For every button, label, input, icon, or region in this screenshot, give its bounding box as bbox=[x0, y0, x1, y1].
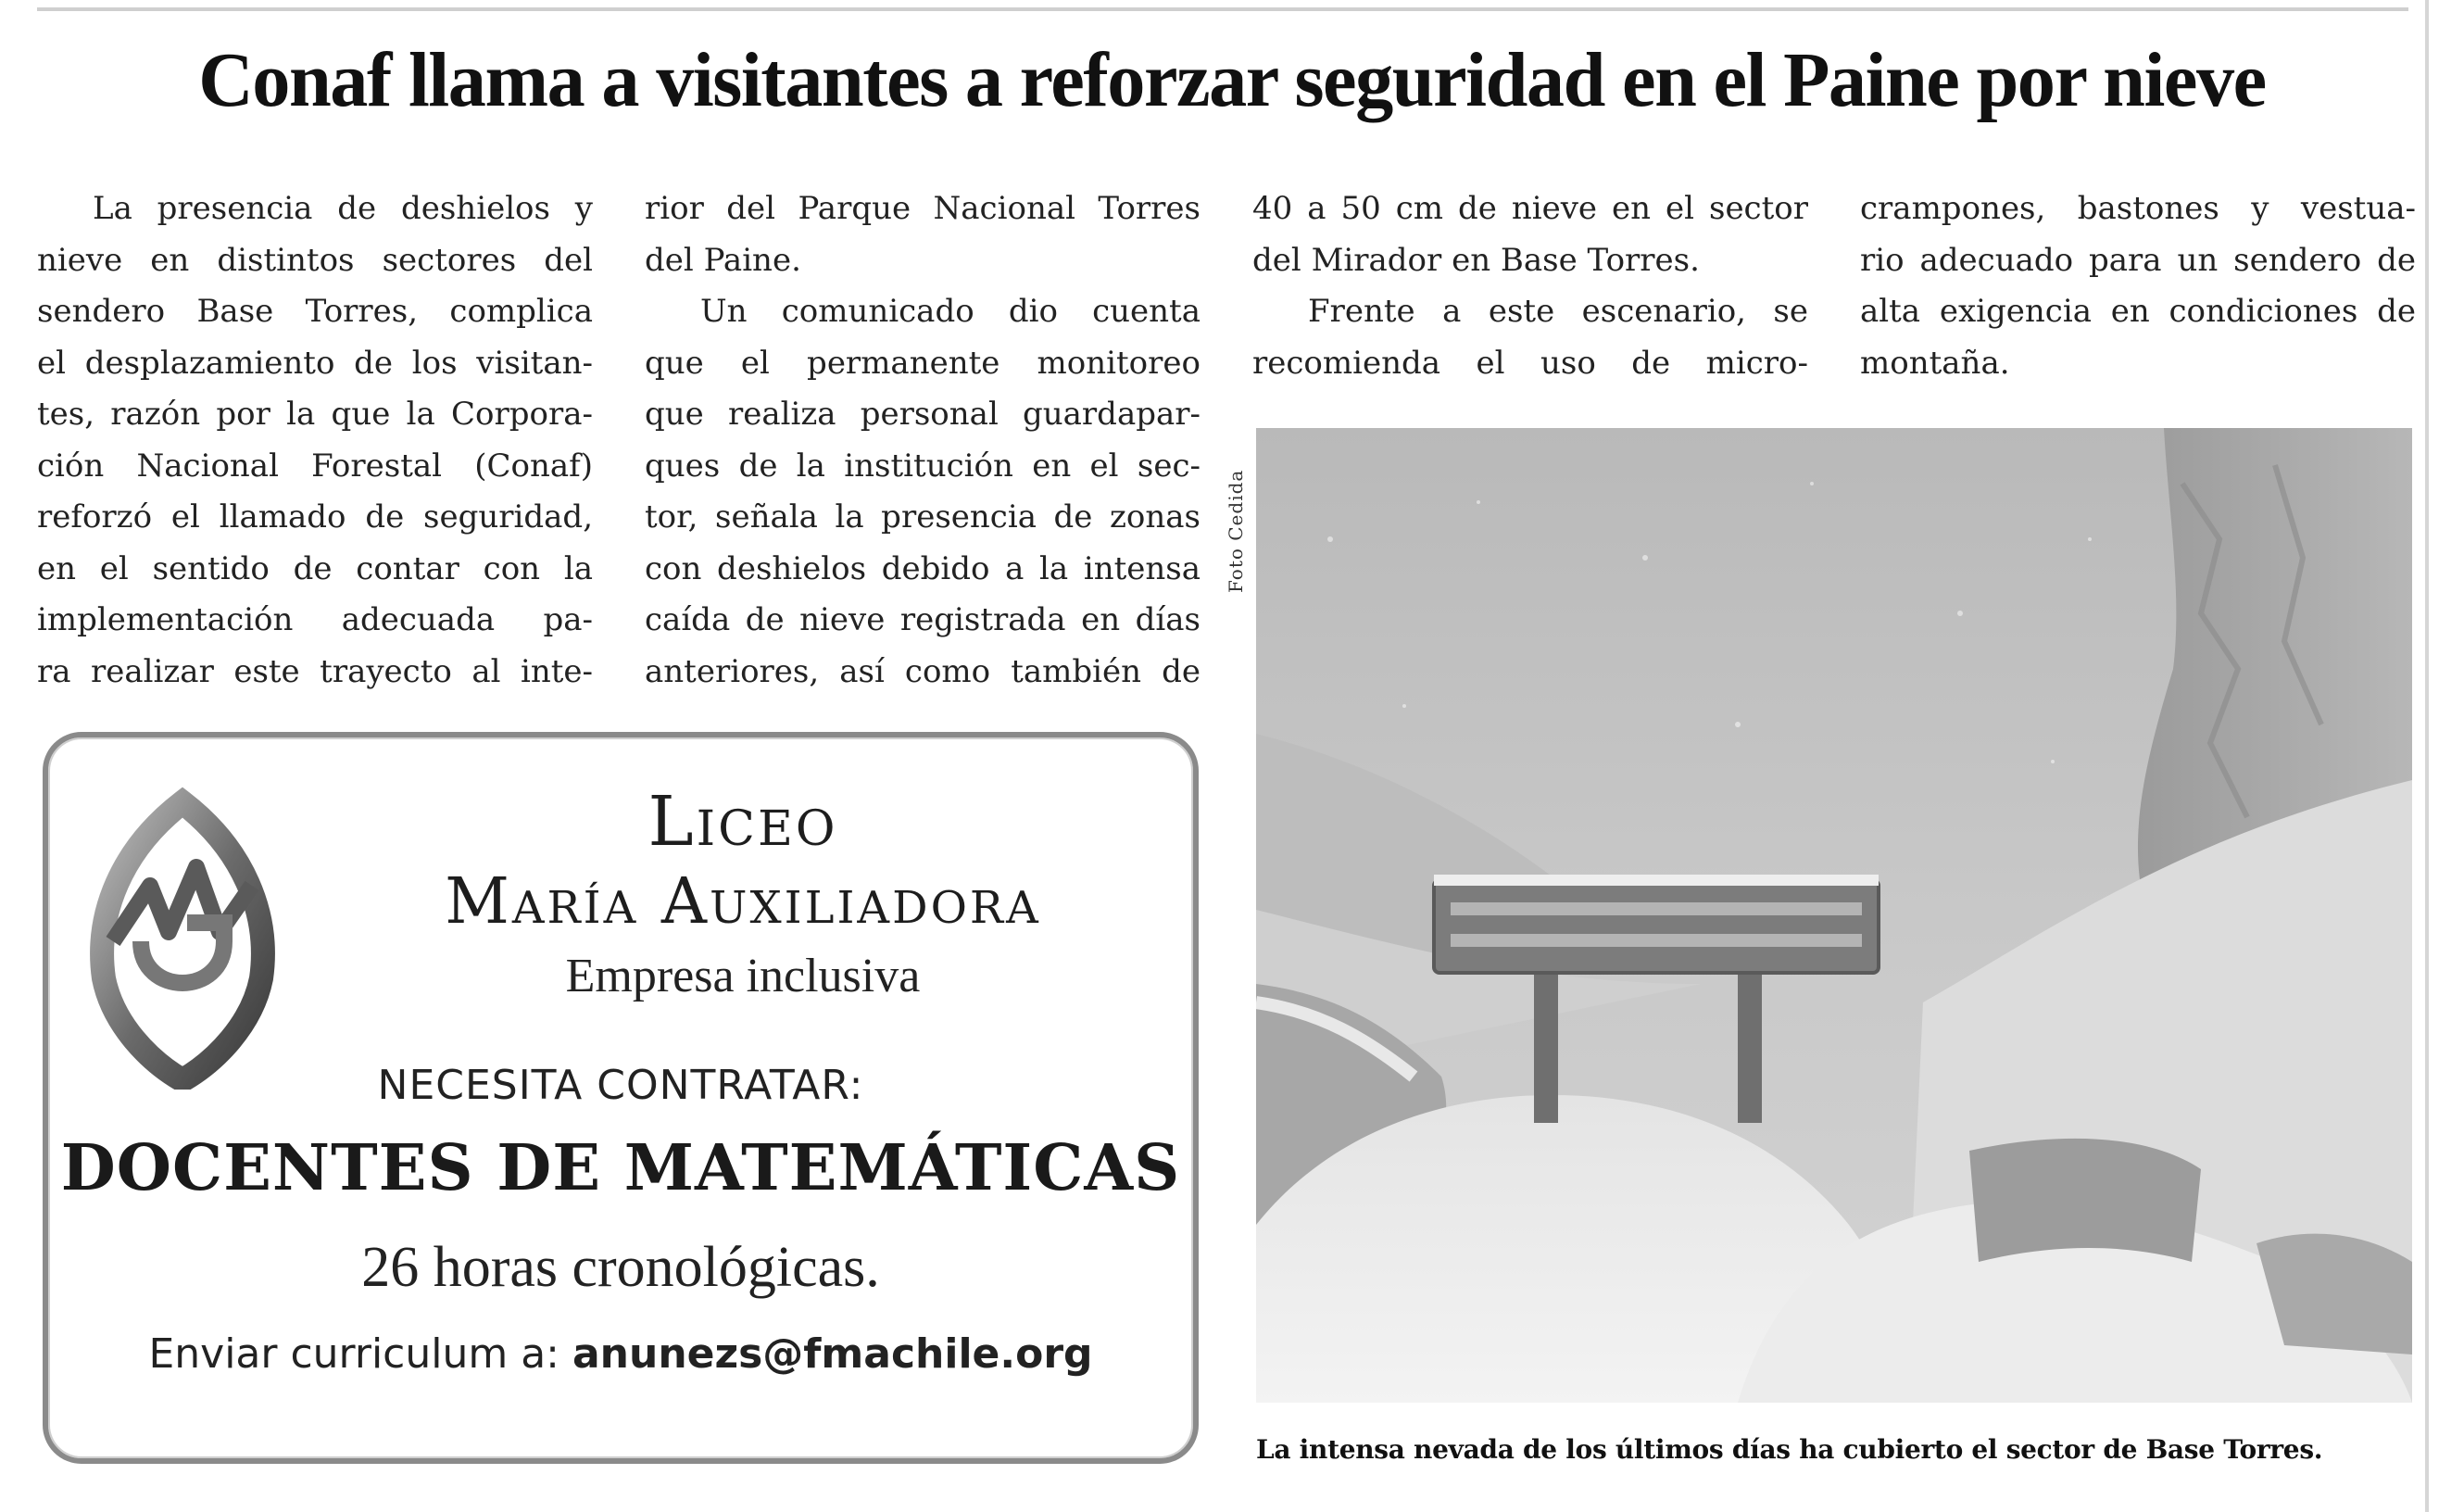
article-paragraph bbox=[1252, 183, 1808, 286]
article-line: rior del Parque Nacional Torres bbox=[645, 190, 1201, 227]
article-paragraph bbox=[645, 286, 1201, 698]
top-rule bbox=[37, 7, 2408, 11]
article-line: tes, razón por la que la Corpora- bbox=[37, 396, 593, 433]
photo-credit: Foto Cedida bbox=[1225, 469, 1247, 593]
application-contact bbox=[48, 1330, 1193, 1378]
article-line: el desplazamiento de los visitan- bbox=[37, 344, 593, 382]
article-paragraph bbox=[1252, 286, 1808, 389]
school-name-line-2: María Auxiliadora bbox=[445, 865, 1041, 939]
article-line: ques de la institución en el sec- bbox=[645, 447, 1201, 485]
article-column-3 bbox=[1252, 183, 1808, 389]
article-line: con deshielos debido a la intensa bbox=[645, 549, 1201, 587]
article-line: 40 a 50 cm de nieve en el sector bbox=[1252, 190, 1808, 227]
article-line: del Paine. bbox=[645, 241, 801, 279]
article-paragraph bbox=[645, 183, 1201, 286]
article-paragraph bbox=[1860, 183, 2416, 389]
article-line: del Mirador en Base Torres. bbox=[1252, 241, 1700, 279]
article-line: sendero Base Torres, complica bbox=[37, 293, 593, 330]
article-line: reforzó el llamado de seguridad, bbox=[37, 498, 593, 536]
article-line: anteriores, así como también de bbox=[645, 652, 1201, 690]
article-line: en el sentido de contar con la bbox=[37, 549, 593, 587]
article-line: Frente a este escenario, se bbox=[1308, 293, 1808, 330]
article-paragraph bbox=[37, 183, 593, 698]
article-line: implementación adecuada pa- bbox=[37, 601, 593, 638]
article-line: tor, señala la presencia de zonas bbox=[645, 498, 1201, 536]
contact-email-link[interactable]: anunezs@fmachile.org bbox=[572, 1330, 1093, 1378]
hiring-heading: NECESITA CONTRATAR: bbox=[377, 1062, 864, 1109]
snow-photo bbox=[1256, 428, 2412, 1403]
job-role: DOCENTES DE MATEMÁTICAS bbox=[60, 1131, 1181, 1205]
school-name-line-1: Liceo bbox=[647, 782, 838, 862]
article-line: caída de nieve registrada en días bbox=[645, 601, 1201, 638]
article-column-2 bbox=[645, 183, 1201, 698]
article-line: La presencia de deshielos y bbox=[93, 190, 593, 227]
job-advertisement bbox=[43, 732, 1199, 1464]
article-line: ra realizar este trayecto al inte- bbox=[37, 652, 593, 690]
article-line: crampones, bastones y vestua- bbox=[1860, 190, 2416, 227]
article-line: que realiza personal guardapar- bbox=[645, 396, 1201, 433]
article-headline: Conaf llama a visitantes a reforzar seguridad en el Paine por nieve bbox=[198, 37, 2266, 123]
article-line: ción Nacional Forestal (Conaf) bbox=[37, 447, 593, 485]
job-hours: 26 horas cronológicas. bbox=[361, 1236, 880, 1299]
send-label: Enviar curriculum a: bbox=[148, 1330, 572, 1378]
school-tagline: Empresa inclusiva bbox=[565, 950, 921, 1002]
article-column-4 bbox=[1860, 183, 2416, 389]
article-line: montaña. bbox=[1860, 344, 2010, 382]
article-line: rio adecuado para un sendero de bbox=[1860, 241, 2416, 279]
school-logo-icon bbox=[85, 784, 280, 1090]
article-line: Un comunicado dio cuenta bbox=[700, 293, 1201, 330]
article-line: nieve en distintos sectores del bbox=[37, 241, 593, 279]
article-line: recomienda el uso de micro- bbox=[1252, 344, 1808, 382]
article-line: alta exigencia en condiciones de bbox=[1860, 293, 2416, 330]
page-edge-rule bbox=[2425, 0, 2429, 1512]
article-line: que el permanente monitoreo bbox=[645, 344, 1201, 382]
photo-caption: La intensa nevada de los últimos días ha cubierto el sector de Base Torres. bbox=[1256, 1434, 2323, 1465]
article-column-1 bbox=[37, 183, 593, 698]
